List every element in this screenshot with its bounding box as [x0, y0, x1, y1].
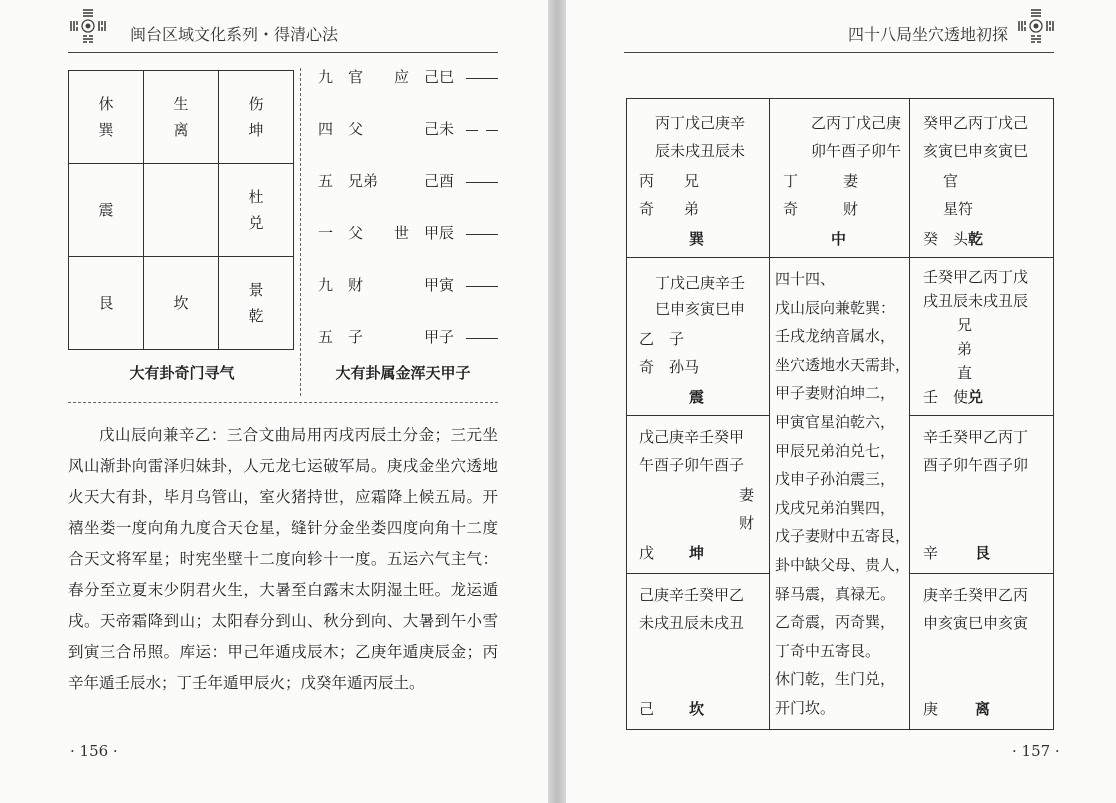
cell-line: 壬 使 [923, 388, 969, 406]
hexagram-caption: 大有卦属金浑天甲子 [335, 364, 471, 382]
cell-branches: 戌丑辰未戌丑辰 [923, 292, 1029, 310]
cell-line-group [923, 385, 983, 410]
center-note-line: 坐穴透地水天需卦， [775, 355, 911, 374]
cell-line: 丁 妻 [783, 172, 859, 190]
row-rule [627, 573, 769, 574]
yang-line [466, 286, 498, 287]
hexagram-line-text: 官 [348, 68, 364, 86]
grid-cell: 杜 兑 [219, 164, 294, 257]
cell-stems: 乙丙丁戊己庚 [811, 114, 902, 132]
grid-cell: 坎 [144, 257, 219, 350]
hexagram-line-text: 应 [394, 68, 410, 86]
hexagram-line-text: 一 [318, 224, 334, 242]
hexagram-line-text: 父 [348, 120, 364, 138]
center-note-line: 甲子妻财泊坤二， [775, 384, 896, 403]
cell-branches: 辰未戌丑辰未 [655, 142, 746, 160]
hexagram-line-text: 财 [348, 276, 364, 294]
center-note-line: 休门乾，生门兑， [775, 670, 896, 689]
cell-line: 戊 [639, 544, 655, 562]
cell-line: 直 [957, 364, 973, 382]
cell-branches: 亥寅巳申亥寅巳 [923, 142, 1029, 160]
hexagram-line-text: 九 [318, 68, 334, 86]
hexagram-line-text: 己巳 [424, 68, 455, 86]
grid-caption: 大有卦奇门寻气 [129, 364, 235, 382]
yang-line [466, 78, 498, 79]
page-number: · 156 · [70, 742, 118, 760]
grid-cell: 震 [69, 164, 144, 257]
yin-line-segment [466, 130, 478, 131]
yang-line [466, 338, 498, 339]
qimen-grid [68, 70, 294, 350]
palace-label: 离 [975, 700, 991, 718]
grid-cell [144, 164, 219, 257]
hexagram-line-text: 九 [318, 276, 334, 294]
bagua-taiji-icon [1016, 6, 1056, 46]
center-note-line: 戊申子孙泊震三， [775, 470, 896, 489]
center-note-line: 戊戌兄弟泊巽四， [775, 498, 896, 517]
palace-label: 坤 [689, 544, 705, 562]
cell-stems: 癸甲乙丙丁戊己 [923, 114, 1029, 132]
cell-stems: 丙丁戊己庚辛 [655, 114, 746, 132]
header-rule [68, 52, 498, 53]
center-note-line: 开门坎。 [775, 699, 836, 717]
cell-line: 弟 [957, 340, 973, 358]
grid-cell: 休 巽 [69, 71, 144, 164]
cell-stems: 辛壬癸甲乙丙丁 [923, 428, 1029, 446]
cell-line: 丙 兄 [639, 172, 700, 190]
cell-line: 奇 孙马 [639, 358, 700, 376]
cell-line: 兄 [957, 316, 973, 334]
row-rule [627, 257, 769, 258]
cell-line: 奇 弟 [639, 200, 700, 218]
header-rule [624, 52, 1054, 53]
column-rule [769, 99, 770, 729]
palace-label: 艮 [975, 544, 991, 562]
center-note-line: 乙奇震，丙奇巽， [775, 613, 896, 632]
cell-stems: 庚辛壬癸甲乙丙 [923, 586, 1029, 604]
cell-branches: 未戌丑辰未戌丑 [639, 614, 745, 632]
cell-line: 官 [943, 172, 959, 190]
row-rule [909, 257, 1053, 258]
hexagram-line-text: 五 [318, 172, 334, 190]
hexagram-line-row [318, 170, 500, 194]
center-note-line: 卦中缺父母、贵人， [775, 556, 911, 574]
hexagram-line-text: 子 [348, 328, 364, 346]
left-page [0, 0, 548, 803]
grid-cell: 艮 [69, 257, 144, 350]
yang-line [466, 182, 498, 183]
cell-stems: 丁戊己庚辛壬 [655, 274, 746, 292]
hexagram-line-text: 己酉 [424, 172, 455, 190]
hexagram-line-text: 兄弟 [348, 172, 379, 190]
center-note-line: 甲寅官星泊乾六， [775, 413, 896, 431]
hexagram-line-text: 父 [348, 224, 364, 242]
hexagram-line-text: 甲辰 [424, 224, 455, 242]
yang-line [466, 234, 498, 235]
yin-line-segment [486, 130, 498, 131]
center-note-line: 戊山辰向兼乾巽： [775, 298, 896, 317]
palace-label: 兑 [968, 388, 984, 406]
row-rule [769, 257, 909, 258]
cell-line: 财 [739, 514, 755, 532]
hexagram-line-text: 四 [318, 120, 334, 138]
center-note-line: 驿马震，真禄无。 [775, 584, 896, 603]
hexagram-line-text: 甲子 [424, 328, 455, 346]
cell-branches: 卯午酉子卯午 [811, 142, 902, 160]
cell-line: 癸 头 [923, 230, 969, 248]
hexagram-line-row [318, 222, 500, 246]
grid-cell: 景 乾 [219, 257, 294, 350]
cell-line: 妻 [739, 486, 755, 504]
center-note-line: 甲辰兄弟泊兑七， [775, 441, 896, 460]
hexagram-line-row [318, 118, 500, 142]
hexagram-line-text: 五 [318, 328, 334, 346]
center-note-line: 丁奇中五寄艮。 [775, 641, 881, 660]
cell-branches: 申亥寅巳申亥寅 [923, 614, 1029, 632]
cell-branches: 酉子卯午酉子卯 [923, 456, 1029, 474]
row-rule [627, 415, 769, 416]
center-note-line: 壬戌龙纳音属水， [775, 327, 896, 346]
hexagram-line-row [318, 66, 500, 90]
palace-label: 巽 [689, 230, 705, 248]
running-header: 闽台区域文化系列・得清心法 [130, 25, 339, 44]
cell-line: 辛 [923, 544, 939, 562]
row-rule [909, 573, 1053, 574]
cell-line-group [923, 227, 983, 252]
page-number: · 157 · [1012, 742, 1060, 760]
cell-line: 乙 子 [639, 330, 685, 348]
center-note-line: 戊子妻财中五寄艮， [775, 527, 911, 546]
hexagram-line-text: 世 [394, 224, 410, 242]
hexagram-line-row [318, 326, 500, 350]
body-text: 戊山辰向兼辛乙：三合文曲局用丙戌丙辰土分金；三元坐风山渐卦向雷泽归妹卦，人元龙七运破军局。庚戌金坐穴透地火天大有卦，毕月乌管山，室火猪持世，应霜降上候五局。开禧坐娄一度向角九度合天仓星，缝针分金坐娄四度向角十二度合天文将军星；时宪坐壁十二度向轸十一度。五运六气主气：春分至立夏末少阴君火生，大暑至白露末太阴湿土旺。龙运遁戌。天帝霜降到山；太阳春分到山、秋分到向、大暑到午小雪到寅三合吊照。库运：甲己年遁戌辰木；乙庚年遁庚辰金；丙辛年遁壬辰水；丁壬年遁甲辰火；戊癸年遁丙辰土。 [68, 426, 498, 692]
dashed-divider-vertical [300, 68, 301, 396]
center-note-line: 四十四、 [775, 270, 836, 288]
palace-label: 乾 [968, 230, 984, 248]
palace-label: 中 [831, 230, 847, 248]
hexagram-line-row [318, 274, 500, 298]
cell-branches: 午酉子卯午酉子 [639, 456, 745, 474]
nine-palace-table [626, 98, 1054, 730]
cell-stems: 壬癸甲乙丙丁戊 [923, 268, 1029, 286]
grid-cell: 生 离 [144, 71, 219, 164]
palace-label: 震 [689, 388, 705, 406]
hexagram-line-text: 甲寅 [424, 276, 455, 294]
running-header: 四十八局坐穴透地初探 [848, 25, 1009, 44]
cell-line: 星符 [943, 200, 974, 218]
dashed-divider-horizontal [68, 402, 498, 403]
palace-label: 坎 [689, 700, 705, 718]
hexagram-line-text: 己未 [424, 120, 455, 138]
cell-line: 庚 [923, 700, 939, 718]
book-spine [548, 0, 566, 803]
cell-stems: 戊己庚辛壬癸甲 [639, 428, 745, 446]
cell-line: 己 [639, 700, 655, 718]
bagua-taiji-icon [68, 6, 108, 46]
cell-line: 奇 财 [783, 200, 859, 218]
grid-cell: 伤 坤 [219, 71, 294, 164]
cell-stems: 己庚辛壬癸甲乙 [639, 586, 745, 604]
cell-branches: 巳申亥寅巳申 [655, 300, 746, 318]
row-rule [909, 415, 1053, 416]
column-rule [909, 99, 910, 729]
